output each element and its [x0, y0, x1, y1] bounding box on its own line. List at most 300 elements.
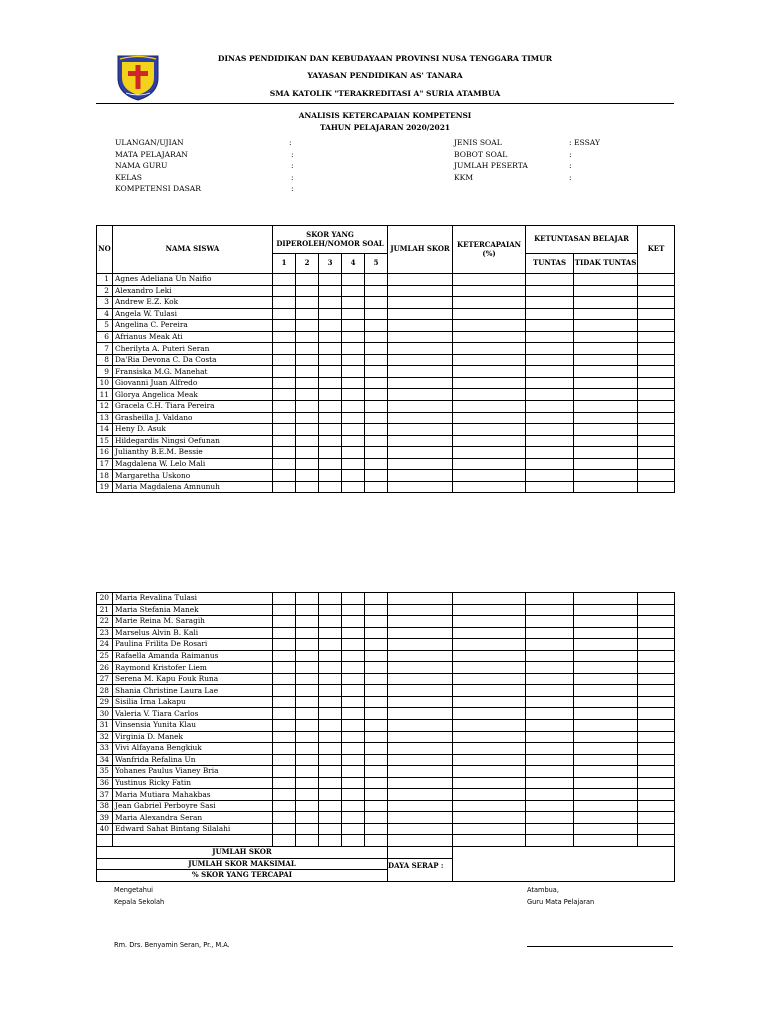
score-cell	[273, 470, 296, 482]
score-cell	[388, 447, 453, 459]
student-name: Vinsensia Yunita Klau	[113, 720, 273, 732]
row-number: 35	[97, 766, 113, 778]
student-name: Cherilyta A. Puteri Seran	[113, 343, 273, 355]
row-number: 21	[97, 604, 113, 616]
score-cell	[388, 673, 453, 685]
score-cell	[388, 412, 453, 424]
score-cell	[574, 800, 638, 812]
score-cell	[574, 308, 638, 320]
score-cell	[638, 685, 675, 697]
score-cell	[319, 412, 342, 424]
col-soal-3: 3	[319, 254, 342, 274]
score-cell	[342, 789, 365, 801]
table-row	[97, 673, 675, 685]
score-cell	[453, 685, 526, 697]
score-cell	[638, 639, 675, 651]
score-cell	[526, 650, 574, 662]
score-cell	[342, 412, 365, 424]
score-cell	[574, 447, 638, 459]
score-cell	[296, 685, 319, 697]
score-cell	[388, 331, 453, 343]
score-cell	[638, 343, 675, 355]
row-number: 26	[97, 662, 113, 674]
score-cell	[342, 343, 365, 355]
score-cell	[638, 366, 675, 378]
score-cell	[319, 285, 342, 297]
score-cell	[319, 662, 342, 674]
score-cell	[342, 604, 365, 616]
score-cell	[319, 754, 342, 766]
score-cell	[453, 639, 526, 651]
score-cell	[453, 424, 526, 436]
score-cell	[319, 650, 342, 662]
score-cell	[638, 743, 675, 755]
score-cell	[526, 470, 574, 482]
score-cell	[638, 720, 675, 732]
score-cell	[526, 731, 574, 743]
score-cell	[296, 377, 319, 389]
score-table-part2	[96, 592, 675, 882]
score-cell	[273, 812, 296, 824]
score-cell	[365, 343, 388, 355]
score-cell	[342, 424, 365, 436]
signature-right-line2: Guru Mata Pelajaran	[527, 898, 595, 906]
table-row	[97, 593, 675, 605]
score-cell	[453, 627, 526, 639]
student-name: Raymond Kristofer Liem	[113, 662, 273, 674]
score-cell	[574, 285, 638, 297]
score-cell	[296, 662, 319, 674]
score-cell	[319, 481, 342, 493]
score-cell	[574, 743, 638, 755]
score-cell	[574, 754, 638, 766]
score-cell	[574, 435, 638, 447]
score-cell	[526, 604, 574, 616]
score-cell	[273, 343, 296, 355]
score-cell	[453, 389, 526, 401]
score-cell	[342, 800, 365, 812]
table-row	[97, 412, 675, 424]
score-cell	[574, 297, 638, 309]
table-row	[97, 447, 675, 459]
student-name: Hildegardis Ningsi Oefunan	[113, 435, 273, 447]
score-cell	[453, 720, 526, 732]
score-cell	[574, 481, 638, 493]
score-cell	[342, 766, 365, 778]
score-cell	[638, 696, 675, 708]
table-row	[97, 481, 675, 493]
score-cell	[296, 627, 319, 639]
info-left-seps	[289, 137, 294, 195]
score-cell	[319, 743, 342, 755]
signature-right	[527, 884, 594, 908]
score-cell	[638, 673, 675, 685]
school-logo	[112, 52, 164, 102]
score-cell	[574, 274, 638, 286]
score-cell	[365, 424, 388, 436]
score-cell	[388, 366, 453, 378]
score-cell	[365, 308, 388, 320]
score-cell	[319, 627, 342, 639]
score-cell	[296, 708, 319, 720]
score-cell	[319, 766, 342, 778]
row-number: 28	[97, 685, 113, 697]
score-cell	[574, 604, 638, 616]
table-row	[97, 297, 675, 309]
score-cell	[296, 639, 319, 651]
col-jumlah-skor: JUMLAH SKOR	[388, 226, 453, 274]
row-number: 25	[97, 650, 113, 662]
score-cell	[319, 308, 342, 320]
score-cell	[526, 401, 574, 413]
score-cell	[638, 320, 675, 332]
score-cell	[388, 354, 453, 366]
score-cell	[365, 800, 388, 812]
score-cell	[574, 731, 638, 743]
score-cell	[388, 616, 453, 628]
document-year: TAHUN PELAJARAN 2020/2021	[320, 123, 450, 132]
score-cell	[365, 604, 388, 616]
table-row	[97, 800, 675, 812]
score-cell	[365, 743, 388, 755]
score-cell	[388, 766, 453, 778]
score-cell	[342, 627, 365, 639]
score-cell	[342, 696, 365, 708]
score-cell	[388, 377, 453, 389]
score-cell	[365, 754, 388, 766]
score-cell	[453, 673, 526, 685]
student-name: Magdalena W. Lelo Mali	[113, 458, 273, 470]
score-cell	[342, 389, 365, 401]
score-cell	[388, 593, 453, 605]
score-cell	[319, 458, 342, 470]
score-cell	[453, 274, 526, 286]
score-cell	[526, 673, 574, 685]
score-cell	[453, 766, 526, 778]
score-cell	[453, 812, 526, 824]
score-cell	[342, 470, 365, 482]
score-cell	[365, 470, 388, 482]
score-cell	[319, 401, 342, 413]
score-cell	[319, 377, 342, 389]
score-cell	[638, 708, 675, 720]
table-row	[97, 627, 675, 639]
score-cell	[638, 812, 675, 824]
table-row	[97, 604, 675, 616]
score-cell	[273, 720, 296, 732]
row-number: 23	[97, 627, 113, 639]
col-ketercapaian	[453, 226, 526, 274]
score-cell	[574, 789, 638, 801]
score-cell	[342, 720, 365, 732]
score-cell	[453, 777, 526, 789]
score-cell	[526, 435, 574, 447]
score-cell	[574, 593, 638, 605]
score-cell	[296, 731, 319, 743]
score-cell	[296, 481, 319, 493]
score-cell	[365, 616, 388, 628]
student-name: Shania Christine Laura Lae	[113, 685, 273, 697]
header-foundation: YAYASAN PENDIDIKAN AS' TANARA	[307, 71, 463, 80]
table-row	[97, 458, 675, 470]
score-cell	[296, 616, 319, 628]
table-row	[97, 470, 675, 482]
score-cell	[638, 458, 675, 470]
score-cell	[296, 354, 319, 366]
score-cell	[526, 308, 574, 320]
score-cell	[574, 777, 638, 789]
student-name: Vivi Alfayana Bengkiuk	[113, 743, 273, 755]
score-cell	[526, 285, 574, 297]
student-name: Sisilia Irna Lakapu	[113, 696, 273, 708]
score-cell	[342, 331, 365, 343]
score-cell	[319, 800, 342, 812]
score-cell	[526, 412, 574, 424]
score-cell	[273, 823, 296, 835]
score-cell	[453, 447, 526, 459]
score-cell	[365, 401, 388, 413]
score-cell	[526, 354, 574, 366]
info-label: KKM	[454, 172, 474, 182]
score-cell	[365, 366, 388, 378]
score-cell	[296, 754, 319, 766]
row-number: 13	[97, 412, 113, 424]
student-name: Angelina C. Pereira	[113, 320, 273, 332]
score-cell	[319, 616, 342, 628]
row-number: 4	[97, 308, 113, 320]
col-soal-5: 5	[365, 254, 388, 274]
score-cell	[296, 777, 319, 789]
student-name: Yohanes Paulus Vianey Bria	[113, 766, 273, 778]
score-cell	[388, 627, 453, 639]
info-sep: :	[291, 172, 294, 182]
score-cell	[574, 458, 638, 470]
table-row	[97, 401, 675, 413]
score-cell	[296, 435, 319, 447]
score-cell	[574, 389, 638, 401]
score-cell	[273, 458, 296, 470]
score-cell	[365, 389, 388, 401]
score-cell	[296, 343, 319, 355]
score-cell	[453, 435, 526, 447]
table-row	[97, 435, 675, 447]
score-cell	[453, 458, 526, 470]
student-name: Angela W. Tulasi	[113, 308, 273, 320]
score-cell	[342, 731, 365, 743]
daya-serap-label: DAYA SERAP :	[388, 858, 453, 881]
row-number: 5	[97, 320, 113, 332]
score-cell	[574, 320, 638, 332]
student-name: Grasheilla J. Valdano	[113, 412, 273, 424]
score-cell	[342, 401, 365, 413]
score-cell	[638, 308, 675, 320]
score-cell	[342, 743, 365, 755]
score-cell	[273, 435, 296, 447]
score-cell	[526, 708, 574, 720]
student-name: Alexandro Leki	[113, 285, 273, 297]
score-cell	[526, 458, 574, 470]
score-cell	[296, 470, 319, 482]
score-cell	[453, 593, 526, 605]
score-cell	[342, 673, 365, 685]
student-name: Maria Alexandra Seran	[113, 812, 273, 824]
row-number: 39	[97, 812, 113, 824]
score-cell	[453, 650, 526, 662]
row-number: 17	[97, 458, 113, 470]
score-cell	[365, 593, 388, 605]
student-name: Yustinus Ricky Fatin	[113, 777, 273, 789]
score-cell	[273, 604, 296, 616]
score-cell	[574, 343, 638, 355]
row-number: 8	[97, 354, 113, 366]
table-row	[97, 766, 675, 778]
score-cell	[296, 458, 319, 470]
score-cell	[526, 766, 574, 778]
student-name: Giovanni Juan Alfredo	[113, 377, 273, 389]
info-label: MATA PELAJARAN	[115, 149, 188, 159]
score-cell	[388, 639, 453, 651]
score-cell	[365, 285, 388, 297]
score-cell	[273, 639, 296, 651]
signature-left-line1: Mengetahui	[114, 886, 153, 894]
score-cell	[526, 297, 574, 309]
score-cell	[526, 823, 574, 835]
score-cell	[453, 481, 526, 493]
score-cell	[526, 447, 574, 459]
score-cell	[574, 470, 638, 482]
student-name: Margaretha Uskono	[113, 470, 273, 482]
score-cell	[319, 447, 342, 459]
score-cell	[453, 470, 526, 482]
row-number: 31	[97, 720, 113, 732]
table-row	[97, 331, 675, 343]
score-cell	[319, 720, 342, 732]
score-cell	[388, 389, 453, 401]
student-name: Jean Gabriel Perboyre Sasi	[113, 800, 273, 812]
score-cell	[526, 274, 574, 286]
table-body-part1	[97, 274, 675, 493]
row-number: 27	[97, 673, 113, 685]
score-cell	[453, 297, 526, 309]
table-row	[97, 812, 675, 824]
score-cell	[342, 777, 365, 789]
row-number: 6	[97, 331, 113, 343]
signature-left	[114, 884, 164, 908]
score-cell	[365, 812, 388, 824]
score-cell	[526, 377, 574, 389]
score-cell	[342, 616, 365, 628]
score-cell	[638, 285, 675, 297]
score-cell	[319, 389, 342, 401]
score-cell	[388, 823, 453, 835]
table-row	[97, 354, 675, 366]
row-number: 20	[97, 593, 113, 605]
score-cell	[574, 354, 638, 366]
row-number: 40	[97, 823, 113, 835]
table-row	[97, 731, 675, 743]
score-cell	[388, 696, 453, 708]
score-cell	[453, 800, 526, 812]
score-cell	[388, 424, 453, 436]
info-right	[454, 137, 528, 183]
score-cell	[319, 685, 342, 697]
table-row	[97, 754, 675, 766]
row-number: 19	[97, 481, 113, 493]
score-cell	[296, 673, 319, 685]
col-tidak-tuntas: TIDAK TUNTAS	[574, 254, 638, 274]
score-cell	[388, 685, 453, 697]
score-cell	[526, 743, 574, 755]
score-cell	[365, 789, 388, 801]
score-cell	[526, 685, 574, 697]
score-cell	[365, 331, 388, 343]
score-cell	[342, 650, 365, 662]
score-cell	[319, 331, 342, 343]
info-sep: :	[289, 138, 292, 147]
score-cell	[638, 274, 675, 286]
score-cell	[319, 731, 342, 743]
score-cell	[273, 593, 296, 605]
table-row	[97, 685, 675, 697]
score-cell	[319, 366, 342, 378]
row-number: 1	[97, 274, 113, 286]
score-cell	[296, 331, 319, 343]
score-cell	[365, 458, 388, 470]
score-cell	[273, 354, 296, 366]
table-row	[97, 616, 675, 628]
score-table-part1	[96, 225, 675, 493]
score-cell	[342, 297, 365, 309]
score-cell	[526, 639, 574, 651]
score-cell	[453, 285, 526, 297]
score-cell	[453, 789, 526, 801]
score-cell	[296, 274, 319, 286]
score-cell	[273, 754, 296, 766]
student-name: Heny D. Asuk	[113, 424, 273, 436]
row-number: 12	[97, 401, 113, 413]
score-cell	[388, 662, 453, 674]
score-cell	[365, 662, 388, 674]
score-cell	[574, 401, 638, 413]
score-cell	[638, 800, 675, 812]
score-cell	[296, 366, 319, 378]
score-cell	[526, 789, 574, 801]
info-label: NAMA GURU	[115, 161, 168, 170]
score-cell	[319, 696, 342, 708]
student-name: Virginia D. Manek	[113, 731, 273, 743]
score-cell	[296, 812, 319, 824]
score-cell	[574, 639, 638, 651]
score-cell	[574, 766, 638, 778]
score-cell	[388, 720, 453, 732]
score-cell	[365, 377, 388, 389]
score-cell	[365, 320, 388, 332]
table-row	[97, 639, 675, 651]
score-cell	[319, 343, 342, 355]
info-left	[115, 137, 201, 195]
score-cell	[365, 696, 388, 708]
score-cell	[342, 274, 365, 286]
row-number: 24	[97, 639, 113, 651]
score-cell	[296, 696, 319, 708]
score-cell	[365, 766, 388, 778]
score-cell	[342, 685, 365, 697]
score-cell	[526, 812, 574, 824]
score-cell	[453, 823, 526, 835]
score-cell	[342, 308, 365, 320]
table-row	[97, 424, 675, 436]
row-number: 10	[97, 377, 113, 389]
